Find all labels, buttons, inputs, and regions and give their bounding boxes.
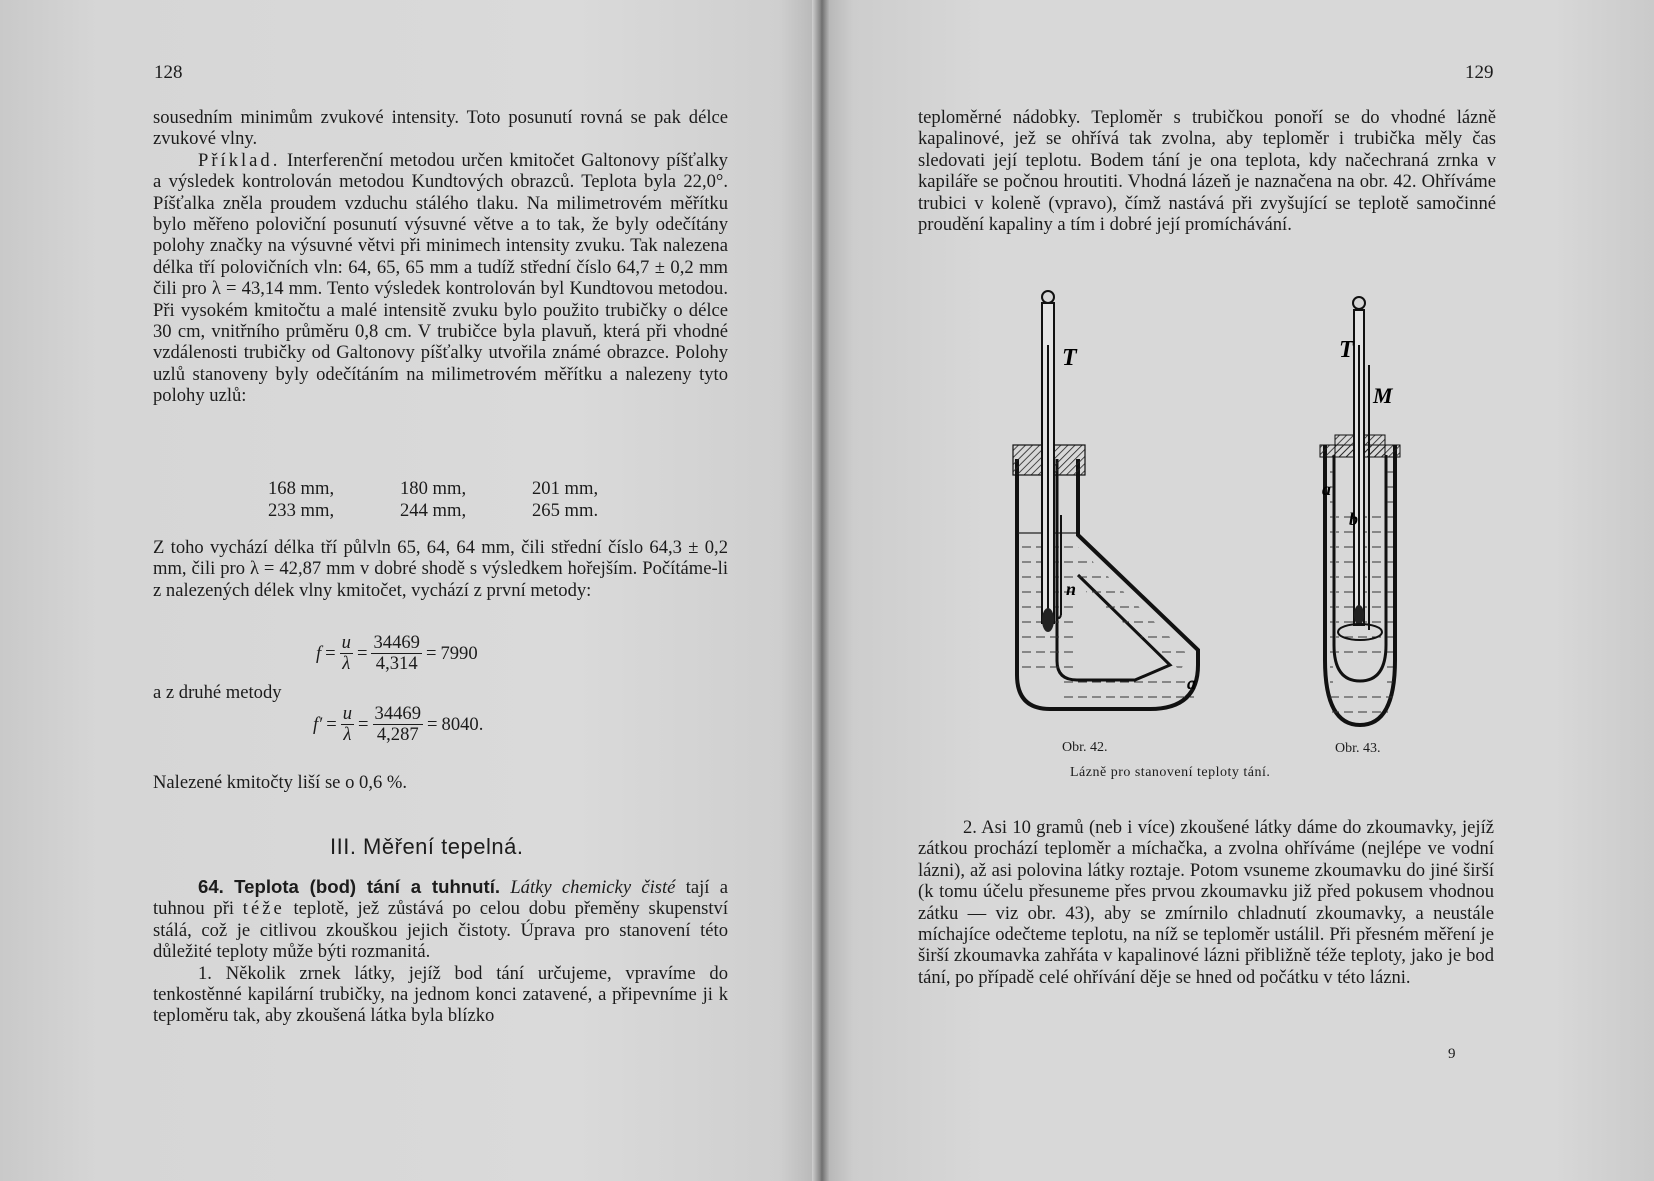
right-paragraph-2: 2. Asi 10 gramů (neb i více) zkoušené látky dáme do zkoumavky, jejíž zátkou prochází teploměr a míchačka, a zvolna ohříváme (nejlépe ve vodní lázni), až asi polovina látky roztaje. Potom vsuneme zkoumavku do jiné širší (k tomu účelu přesuneme přes prvou zkoumavku již před pokusem vhodnou zátku — viz obr. 43), aby se zmírnilo chladnutí zkoumavky, a neustále míchajíce odečteme teplotu, na níž se teploměr ustálil. Při přesném měření je širší zkoumavka zahřáta v kapalinové lázni přibližně téže teploty, jako je bod tání, po případě celé ohřívání děje se hned od počátku v této lázni. bbox=[918, 817, 1494, 988]
caption-fig-43: Obr. 43. bbox=[1335, 741, 1381, 756]
figure-42-bath bbox=[1013, 291, 1198, 709]
subsection-paragraph: 64. Teplota (bod) tání a tuhnutí. Látky chemicky čisté tají a tuhnou při téže teplotě, jež zůstává po celou dobu přeměny skupenství stálá, což je citlivou zkouškou jejich čistoty. Úprava pro stanovení této důležité teploty může býti rozmanitá. bbox=[153, 876, 728, 963]
eq1-result: 7990 bbox=[440, 642, 478, 664]
figure-43-tubes bbox=[1320, 297, 1400, 725]
spaced-word: téže bbox=[242, 898, 285, 920]
example-text: Interferenční metodou určen kmitočet Galtonovy píšťalky a výsledek kontrolován metodou Kundtových obrazců. Teplota byla 22,0°. Píšťalka zněla proudem vzduchu stálého tlaku. Na milimetrovém měřítku bylo měřeno poloviční posunutí výsuvné větve a to tak, že byly odečítány polohy značky na výsuvné větvi při minimech intensity zvuku. Tak nalezena délka tří polovičních vln: 64, 65, 65 mm a tudíž střední číslo 64,7 ± 0,2 mm čili pro λ = 43,14 mm. Tento výsledek kontrolován byl Kundtovou metodou. Při vysokém kmitočtu a malé intensitě zvuku bylo použito trubičky o délce 30 cm, vnitřního průměru 0,8 cm. V trubičce byla plavuň, která při vhodné vzdálenosti trubičky od Galtonovy píšťalky utvořila známé obrazce. Polohy uzlů stanoveny byly odečítáním na milimetrovém měřítku a nalezeny tyto polohy uzlů: bbox=[153, 149, 728, 407]
table-cell: 265 mm. bbox=[532, 500, 599, 521]
eq1-fraction-numeric: $\frac{34469}{4,314}$ bbox=[373, 632, 420, 674]
eq2-result: 8040. bbox=[441, 713, 484, 735]
subsection-number: 64. bbox=[198, 876, 224, 897]
frequency-difference: Nalezené kmitočty liší se o 0,6 %. bbox=[153, 772, 408, 793]
right-text-top bbox=[918, 107, 1496, 235]
point-1: 1. Několik zrnek látky, jejíž bod tání určujeme, vpravíme do tenkostěnné kapilární trubičky, na jednom konci zatavené, a připevníme ji k teploměru tak, aby zkoušená látka byla blízko bbox=[153, 962, 728, 1027]
fig42-label-T: T bbox=[1062, 345, 1077, 371]
table-row bbox=[268, 478, 664, 500]
example-label: Příklad. bbox=[198, 149, 281, 171]
fig43-label-M: M bbox=[1373, 383, 1393, 408]
right-paragraph-1: teploměrné nádobky. Teploměr s trubičkou ponoří se do vhodné lázně kapalinové, jež se ohřívá tak zvolna, aby teploměr i trubička měly čas sledovati její teplotu. Bodem tání je ona teplota, kdy načechraná zrnka v kapiláře se počnou hroutiti. Vhodná lázeň je naznačena na obr. 42. Ohříváme trubici v koleně (vpravo), čímž nastává při zvyšující se teplotě samočinné proudění kapaliny a tím i dobré její promíchávání. bbox=[918, 107, 1496, 236]
fig43-label-b: b bbox=[1349, 509, 1358, 529]
eq1-lhs: f bbox=[316, 642, 322, 664]
paragraph-3: Z toho vychází délka tří půlvln 65, 64, 64 mm, čili střední číslo 64,3 ± 0,2 mm, čili pro λ = 42,87 mm v dobré shodě s výsledkem hořejším. Počítáme-li z nalezených délek vlny kmitočet, vychází z první metody: bbox=[153, 537, 728, 601]
table-cell: 244 mm, bbox=[400, 500, 467, 521]
left-text-top bbox=[153, 107, 728, 407]
fig43-label-T: T bbox=[1339, 337, 1354, 363]
table-cell: 233 mm, bbox=[268, 500, 335, 521]
fig42-label-a: a bbox=[1187, 673, 1196, 693]
left-text-mid bbox=[153, 537, 728, 601]
caption-fig-42: Obr. 42. bbox=[1062, 740, 1108, 755]
figures-42-43 bbox=[980, 285, 1440, 755]
subsection-intro: Látky chemicky čisté bbox=[510, 877, 676, 898]
eq2-fraction-numeric: $\frac{34469}{4,287}$ bbox=[374, 703, 422, 745]
signature-mark: 9 bbox=[1448, 1046, 1456, 1062]
table-cell: 201 mm, bbox=[532, 478, 599, 499]
fig42-label-n: n bbox=[1066, 579, 1077, 599]
section-heading: III. Měření tepelná. bbox=[330, 834, 524, 859]
figure-subcaption: Lázně pro stanovení teploty tání. bbox=[1070, 765, 1271, 780]
paragraph-1: sousedním minimům zvukové intensity. Toto posunutí rovná se pak délce zvukové vlny. bbox=[153, 107, 728, 150]
left-text-bottom bbox=[153, 876, 728, 1027]
second-method-label: a z druhé metody bbox=[153, 682, 282, 703]
equation-2: f′ = $\frac{u}{\lambda}$ = $\frac{34469}{4,287}$ = 8040. bbox=[313, 703, 484, 745]
equation-1: f = $\frac{u}{\lambda}$ = $\frac{34469}{4,314}$ = 7990 bbox=[316, 632, 478, 674]
right-page-number: 129 bbox=[1465, 62, 1494, 83]
node-positions-table bbox=[268, 478, 664, 522]
eq1-fraction-symbolic: $\frac{u}{\lambda}$ bbox=[341, 632, 351, 674]
book-gutter bbox=[812, 0, 830, 1181]
table-row bbox=[268, 500, 664, 522]
example-paragraph bbox=[153, 150, 728, 407]
subsection-title: Teplota (bod) tání a tuhnutí. bbox=[234, 876, 501, 897]
eq2-fraction-symbolic: $\frac{u}{\lambda}$ bbox=[342, 703, 353, 745]
table-cell: 180 mm, bbox=[400, 478, 467, 499]
right-text-bottom bbox=[918, 817, 1494, 988]
table-cell: 168 mm, bbox=[268, 478, 335, 499]
eq2-lhs: f′ bbox=[313, 713, 323, 735]
fig43-label-a: a bbox=[1322, 479, 1331, 499]
left-page-number: 128 bbox=[154, 62, 183, 83]
